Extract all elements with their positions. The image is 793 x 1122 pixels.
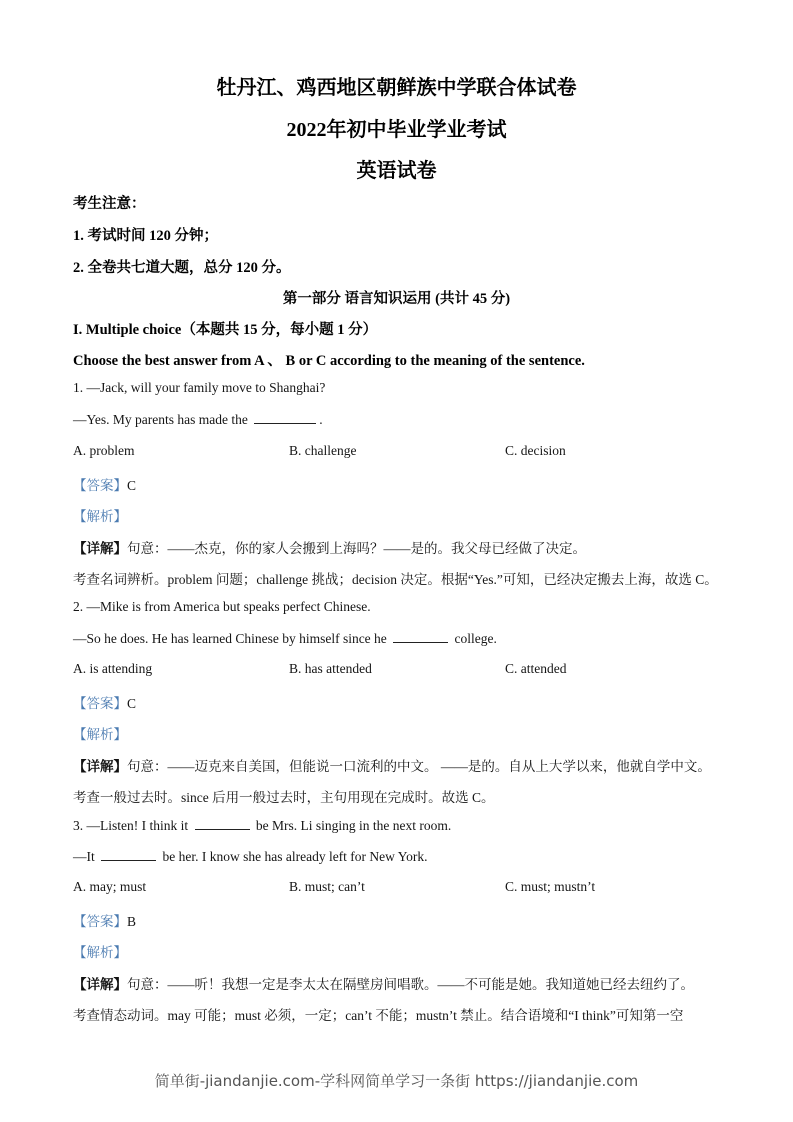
- question-2-answer: [73, 692, 136, 712]
- analysis-label: 【解析】: [73, 509, 127, 524]
- subject-title: 英语试卷: [356, 160, 437, 182]
- answer-value: C: [127, 696, 137, 711]
- answer-label: 【答案】: [73, 478, 127, 493]
- question-2-option-a: A. is attending: [73, 661, 153, 676]
- detail-text: 句意：——迈克来自美国，但能说一口流利的中文。 ——是的。自从上大学以来，他就自学中文。: [127, 759, 711, 774]
- question-1-answer: [73, 474, 136, 494]
- detail-label: 【详解】: [73, 759, 127, 774]
- part-heading: 第一部分 语言知识运用 (共计 45 分): [282, 291, 511, 307]
- question-1-line2-text: —Yes. My parents has made the: [73, 412, 248, 427]
- question-3-analysis: [73, 941, 127, 961]
- question-3-answer: [73, 910, 136, 930]
- question-1-option-c: C. decision: [505, 443, 566, 458]
- question-2-option-c: C. attended: [505, 661, 567, 676]
- detail-text: 句意：——杰克，你的家人会搬到上海吗？——是的。我父母已经做了决定。: [127, 541, 586, 556]
- question-3-option-b: B. must; can’t: [289, 879, 365, 894]
- question-1-line1: 1. —Jack, will your family move to Shanghai?: [73, 380, 326, 395]
- question-3-line1: [73, 817, 451, 834]
- question-1-detail: [73, 537, 586, 557]
- section-instruction: Choose the best answer from A 、 B or C according to the meaning of the sentence.: [73, 353, 585, 369]
- section-title: I. Multiple choice（本题共 15 分，每小题 1 分）: [73, 322, 378, 338]
- question-2-line1: 2. —Mike is from America but speaks perfect Chinese.: [73, 599, 371, 614]
- question-2-detail: [73, 755, 711, 775]
- answer-blank: [393, 630, 448, 643]
- question-3-line1-suffix: be Mrs. Li singing in the next room.: [255, 818, 452, 833]
- question-1-line2: [73, 411, 323, 428]
- exam-title: 牡丹江、鸡西地区朝鲜族中学联合体试卷: [216, 77, 577, 99]
- question-3-line2-text: —It: [73, 849, 95, 864]
- question-1-option-b: B. challenge: [289, 443, 357, 458]
- answer-blank: [254, 411, 316, 424]
- question-1-analysis: [73, 505, 127, 525]
- question-3-option-c: C. must; mustn’t: [505, 879, 596, 894]
- question-3-explanation: 考查情态动词。may 可能；must 必须，一定；can’t 不能；mustn’t 禁止。结合语境和“I think”可知第一空: [73, 1008, 684, 1023]
- question-2-line2: [73, 630, 497, 647]
- answer-blank: [101, 848, 156, 861]
- question-2-line2-suffix: college.: [454, 631, 497, 646]
- detail-label: 【详解】: [73, 977, 127, 992]
- question-1-option-a: A. problem: [73, 443, 135, 458]
- question-1-line2-suffix: .: [319, 412, 323, 427]
- question-2-line2-text: —So he does. He has learned Chinese by himself since he: [73, 631, 387, 646]
- question-3-line2: [73, 848, 428, 865]
- detail-label: 【详解】: [73, 541, 127, 556]
- question-1-explanation: 考查名词辨析。problem 问题；challenge 挑战；decision 决定。根据“Yes.”可知，已经决定搬去上海，故选 C。: [73, 572, 718, 587]
- watermark-footer: 简单街-jiandanjie.com-学科网简单学习一条街 https://jiandanjie.com: [154, 1072, 639, 1090]
- notice-item-2: 2. 全卷共七道大题，总分 120 分。: [73, 260, 291, 276]
- question-3-option-a: A. may; must: [73, 879, 147, 894]
- notice-item-1: 1. 考试时间 120 分钟；: [73, 228, 218, 244]
- question-2-explanation: 考查一般过去时。since 后用一般过去时，主句用现在完成时。故选 C。: [73, 790, 495, 805]
- notice-heading: 考生注意：: [73, 196, 146, 212]
- question-3-line1-text: 3. —Listen! I think it: [73, 818, 189, 833]
- analysis-label: 【解析】: [73, 945, 127, 960]
- question-3-detail: [73, 973, 694, 993]
- answer-label: 【答案】: [73, 914, 127, 929]
- detail-text: 句意：——听！我想一定是李太太在隔壁房间唱歌。——不可能是她。我知道她已经去纽约了。: [127, 977, 694, 992]
- analysis-label: 【解析】: [73, 727, 127, 742]
- answer-value: C: [127, 478, 137, 493]
- question-3-line2-suffix: be her. I know she has already left for New York.: [162, 849, 428, 864]
- exam-subtitle: 2022年初中毕业学业考试: [286, 119, 507, 141]
- answer-blank: [195, 817, 250, 830]
- answer-label: 【答案】: [73, 696, 127, 711]
- answer-value: B: [127, 914, 137, 929]
- question-2-analysis: [73, 723, 127, 743]
- question-2-option-b: B. has attended: [289, 661, 372, 676]
